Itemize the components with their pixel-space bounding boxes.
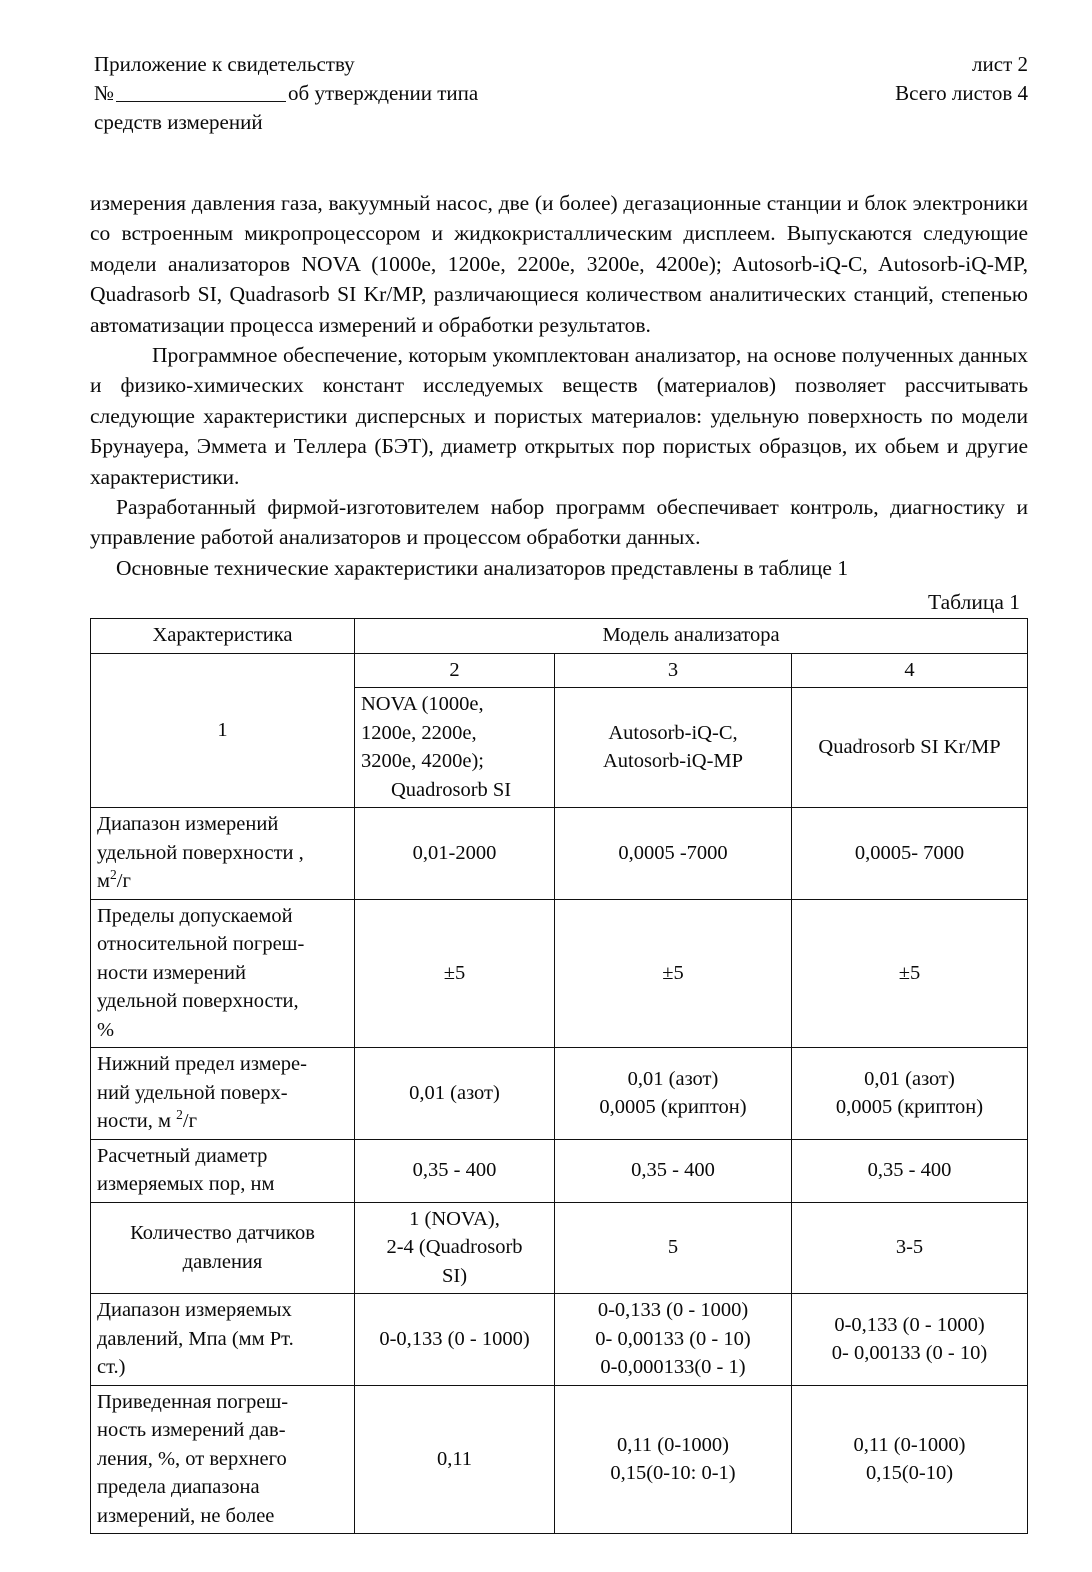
cell-line: 1200e, 2200e, bbox=[361, 721, 477, 744]
cell-line: ±5 bbox=[443, 961, 466, 984]
row-value-col3 bbox=[555, 899, 792, 1048]
body-text-block bbox=[90, 188, 1028, 583]
cell-line: Нижний предел измере- bbox=[97, 1053, 307, 1076]
page-content bbox=[90, 50, 1028, 1534]
row-value-col3 bbox=[555, 1385, 792, 1534]
cell-line: Quadrosorb SI Kr/MP bbox=[818, 736, 1001, 759]
table-row bbox=[91, 899, 1028, 1048]
cell-line: Autosorb-iQ-C, bbox=[608, 721, 738, 744]
cell-line: Количество датчиков bbox=[130, 1222, 315, 1245]
cell-line: ±5 bbox=[898, 961, 921, 984]
table-data-rows bbox=[91, 808, 1028, 1534]
row-value-col2 bbox=[355, 1048, 555, 1140]
header-measuring-instruments-line: средств измерений bbox=[94, 110, 263, 134]
row-value-col4 bbox=[792, 1385, 1028, 1534]
cell-line: удельной поверхности , bbox=[97, 841, 304, 864]
cell-line: измеряемых пор, нм bbox=[97, 1173, 275, 1196]
row-value-col2 bbox=[355, 808, 555, 900]
document-header bbox=[90, 50, 1028, 140]
header-left-block bbox=[94, 50, 714, 137]
cell-line: SI) bbox=[441, 1264, 468, 1287]
table-row bbox=[91, 1139, 1028, 1202]
cell-line: % bbox=[97, 1018, 115, 1041]
cell-line: Autosorb-iQ-MP bbox=[602, 750, 744, 773]
cell-line: относительной погреш- bbox=[97, 933, 305, 956]
cell-line: 0,11 bbox=[436, 1447, 473, 1470]
cell-line: измерений, не более bbox=[97, 1504, 275, 1527]
cell-line: 0,15(0-10: 0-1) bbox=[610, 1462, 736, 1485]
total-sheets-label: Всего листов 4 bbox=[895, 81, 1028, 105]
cell-line: Пределы допускаемой bbox=[97, 904, 293, 927]
header-cell-num-2: 2 bbox=[355, 653, 555, 688]
number-blank-field[interactable] bbox=[116, 83, 286, 102]
cell-line: 0,35 - 400 bbox=[631, 1159, 715, 1182]
table-header-row-numbers bbox=[91, 653, 1028, 688]
cell-line: Диапазон измерений bbox=[97, 813, 279, 836]
cell-line: Расчетный диаметр bbox=[97, 1144, 268, 1167]
header-appendix-line: Приложение к свидетельству bbox=[94, 52, 355, 76]
row-label-cell bbox=[91, 1139, 355, 1202]
header-cell-model-3 bbox=[555, 688, 792, 808]
paragraph-4: Основные технические характеристики анализаторов представлены в таблице 1 bbox=[116, 555, 849, 580]
table-row bbox=[91, 808, 1028, 900]
row-label-cell bbox=[91, 1385, 355, 1534]
cell-line: 0,35 - 400 bbox=[412, 1159, 497, 1182]
cell-line: ±5 bbox=[662, 961, 684, 984]
specifications-table bbox=[90, 618, 1028, 1534]
row-value-col3 bbox=[555, 1294, 792, 1386]
row-label-cell bbox=[91, 808, 355, 900]
paragraph-2: Программное обеспечение, которым укомплектован анализатор, на основе полученных данных и физико-химических констант исследуемых веществ (материалов) позволяет рассчитывать следующие характеристики дисперсных и пористых материалов: удельную поверхность по модели Брунауера, Эммета и Теллера (БЭТ), диаметр открытых пор пористых образцов, их обьем и другие характеристики. bbox=[90, 343, 1028, 489]
row-label-cell bbox=[91, 1202, 355, 1294]
header-cell-num-4: 4 bbox=[792, 653, 1028, 688]
cell-line: 0,11 (0-1000) bbox=[617, 1433, 729, 1456]
cell-line: удельной поверхности, bbox=[97, 990, 299, 1013]
row-value-col4 bbox=[792, 899, 1028, 1048]
table-row bbox=[91, 1385, 1028, 1534]
sheet-number-label: лист 2 bbox=[972, 52, 1028, 76]
cell-line: 0,15(0-10) bbox=[865, 1462, 954, 1485]
cell-line: 0,0005 -7000 bbox=[618, 841, 728, 864]
cell-line: 0-0,133 (0 - 1000) bbox=[597, 1299, 749, 1322]
table-caption: Таблица 1 bbox=[928, 590, 1020, 615]
cell-line: ний удельной поверх- bbox=[97, 1081, 288, 1104]
table-row bbox=[91, 1202, 1028, 1294]
row-value-col2 bbox=[355, 1139, 555, 1202]
cell-line: 1 (NOVA), bbox=[409, 1207, 500, 1230]
header-right-block bbox=[728, 50, 1028, 108]
row-label-cell bbox=[91, 1048, 355, 1140]
cell-line: ления, %, от верхнего bbox=[97, 1447, 287, 1470]
header-cell-characteristic: Характеристика bbox=[91, 619, 355, 654]
row-value-col2 bbox=[355, 1202, 555, 1294]
row-label-cell bbox=[91, 899, 355, 1048]
number-sign-label: № bbox=[94, 81, 115, 105]
row-value-col3 bbox=[555, 808, 792, 900]
cell-line: 0-0,133 (0 - 1000) bbox=[379, 1327, 530, 1350]
cell-line: 0,0005 (криптон) bbox=[599, 1096, 747, 1119]
cell-line: 2-4 (Quadrosorb bbox=[386, 1236, 523, 1259]
cell-line: ности, м $^2$/г bbox=[97, 1107, 197, 1133]
cell-line: 5 bbox=[667, 1236, 679, 1259]
table-row bbox=[91, 1294, 1028, 1386]
row-value-col4 bbox=[792, 1202, 1028, 1294]
cell-line: 0,11 (0-1000) bbox=[853, 1433, 966, 1456]
cell-line: 0-0,000133(0 - 1) bbox=[600, 1356, 746, 1379]
row-value-col2 bbox=[355, 1385, 555, 1534]
cell-line: 0,35 - 400 bbox=[867, 1159, 952, 1182]
row-value-col3 bbox=[555, 1202, 792, 1294]
cell-line: Quadrosorb SI bbox=[391, 778, 512, 801]
header-cell-num-1: 1 bbox=[91, 653, 355, 808]
header-cell-model-4 bbox=[792, 688, 1028, 808]
table-header-row-1 bbox=[91, 619, 1028, 654]
cell-line: предела диапазона bbox=[97, 1476, 260, 1499]
cell-line: 3-5 bbox=[895, 1236, 924, 1259]
table-row bbox=[91, 1048, 1028, 1140]
header-cell-model-group: Модель анализатора bbox=[355, 619, 1028, 654]
header-number-line bbox=[94, 79, 714, 108]
row-value-col4 bbox=[792, 808, 1028, 900]
cell-line: ст.) bbox=[97, 1356, 126, 1379]
row-value-col4 bbox=[792, 1048, 1028, 1140]
cell-line: 0- 0,00133 (0 - 10) bbox=[595, 1327, 751, 1350]
row-value-col3 bbox=[555, 1048, 792, 1140]
cell-line: 0,01-2000 bbox=[412, 841, 497, 864]
header-cell-model-2 bbox=[355, 688, 555, 808]
row-value-col4 bbox=[792, 1294, 1028, 1386]
cell-line: 0- 0,00133 (0 - 10) bbox=[831, 1342, 988, 1365]
row-value-col2 bbox=[355, 899, 555, 1048]
row-label-cell bbox=[91, 1294, 355, 1386]
cell-line: ность измерений дав- bbox=[97, 1419, 286, 1442]
cell-line: Диапазон измеряемых bbox=[97, 1299, 292, 1322]
row-value-col4 bbox=[792, 1139, 1028, 1202]
cell-line: ности измерений bbox=[97, 961, 246, 984]
cell-line: 0,01 (азот) bbox=[409, 1081, 500, 1104]
paragraph-3: Разработанный фирмой-изготовителем набор программ обеспечивает контроль, диагностику и управление работой анализаторов и процессом обработки данных. bbox=[90, 495, 1028, 550]
cell-line: 0,01 (азот) bbox=[627, 1067, 719, 1090]
header-cell-num-3: 3 bbox=[555, 653, 792, 688]
cell-line: Приведенная погреш- bbox=[97, 1390, 289, 1413]
cell-line: давлений, Мпа (мм Рт. bbox=[97, 1327, 294, 1350]
row-value-col2 bbox=[355, 1294, 555, 1386]
cell-line: 0,01 (азот) bbox=[864, 1067, 955, 1090]
cell-line: 0-0,133 (0 - 1000) bbox=[834, 1313, 985, 1336]
table-body bbox=[91, 619, 1028, 808]
cell-line: NOVA (1000e, bbox=[361, 693, 484, 716]
cell-line: 3200e, 4200e); bbox=[361, 750, 484, 773]
cell-line: $м^2/г$ bbox=[97, 867, 131, 893]
cell-line: 0,0005 (криптон) bbox=[835, 1096, 984, 1119]
row-value-col3 bbox=[555, 1139, 792, 1202]
header-approval-label: об утверждении типа bbox=[288, 81, 479, 105]
cell-line: давления bbox=[182, 1250, 263, 1273]
paragraph-1: измерения давления газа, вакуумный насос, две (и более) дегазационные станции и блок электроники со встроенным микропроцессором и жидкокристаллическим дисплеем. Выпускаются следующие модели анализаторов NOVA (1000е, 1200е, 2200е, 3200е, 4200е); Autosorb-iQ-C, Autosorb-iQ-MP, Quadrasorb SI, Quadrasorb SI Kr/MP, различающиеся количеством аналитических станций, степенью автоматизации процесса измерений и обработки результатов. bbox=[90, 191, 1028, 337]
cell-line: 0,0005- 7000 bbox=[854, 841, 965, 864]
